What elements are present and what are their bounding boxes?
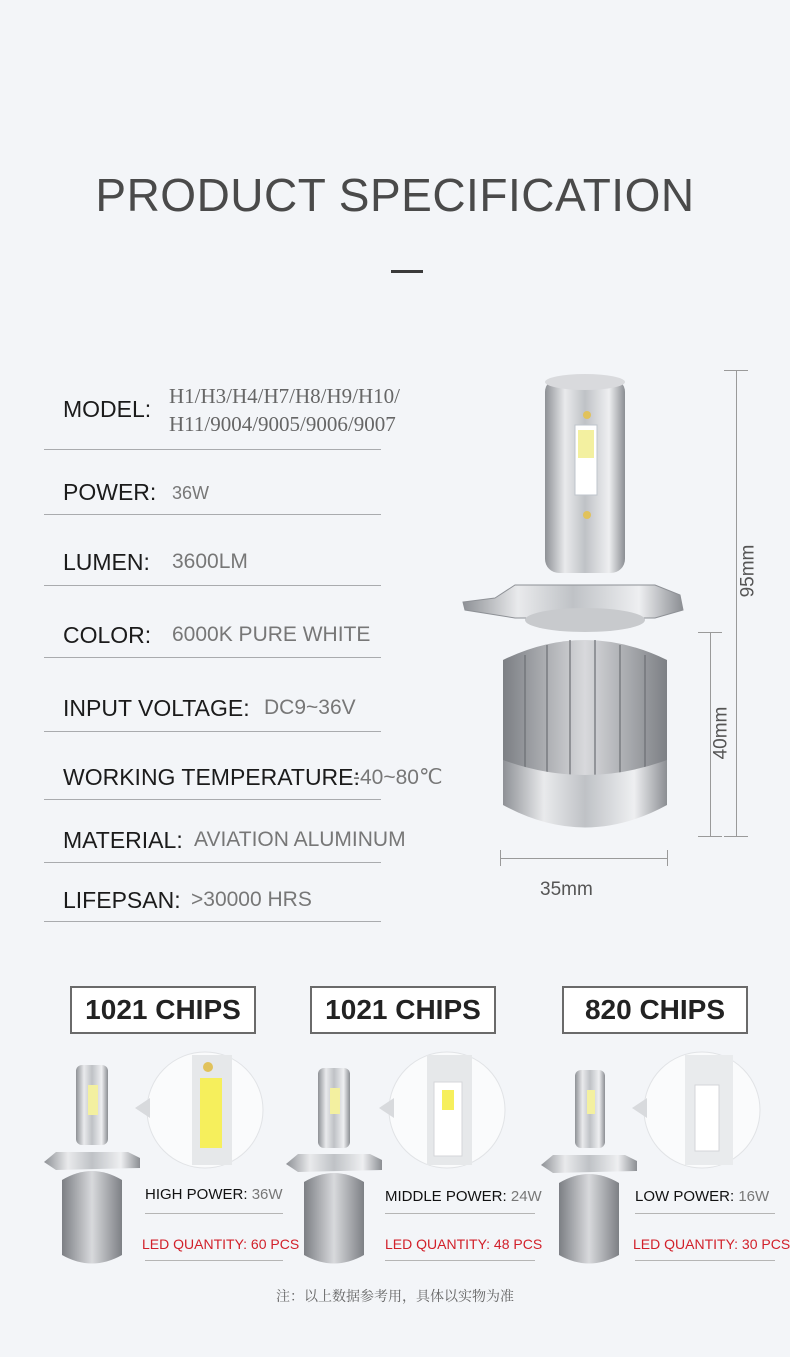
spec-value-model <box>169 382 400 438</box>
spec-label: INPUT VOLTAGE: <box>63 695 250 721</box>
dimension-label-95: 95mm <box>737 544 759 598</box>
spec-row-model <box>44 370 400 450</box>
variant-separator <box>145 1260 283 1261</box>
variant-qty-middle: LED QUANTITY: 48 PCS <box>385 1236 543 1252</box>
variant-qty-high: LED QUANTITY: 60 PCS <box>142 1236 300 1252</box>
dimension-tick <box>724 370 748 371</box>
spec-value-lumen: 3600LM <box>172 550 248 573</box>
spec-label: COLOR: <box>63 622 152 648</box>
spec-row-temperature <box>44 732 443 800</box>
dimension-line-95 <box>736 370 737 836</box>
dimension-tick <box>500 850 501 866</box>
spec-row-material <box>44 800 406 863</box>
dimension-tick <box>667 850 668 866</box>
power-value: 24W <box>510 1188 542 1205</box>
power-label: HIGH POWER: <box>145 1186 248 1203</box>
title-divider <box>391 270 423 273</box>
spec-row-lumen <box>44 515 381 586</box>
power-value: 36W <box>251 1186 283 1203</box>
spec-label: LUMEN: <box>63 549 150 575</box>
dimension-label-35: 35mm <box>540 879 593 900</box>
spec-label: POWER: <box>63 479 157 505</box>
page-title: PRODUCT SPECIFICATION <box>95 169 695 221</box>
variant-separator <box>635 1213 775 1214</box>
spec-row-power <box>44 450 381 515</box>
chip-box-low: 820 CHIPS <box>562 986 748 1034</box>
power-label: LOW POWER: <box>635 1188 735 1205</box>
main-bulb-image <box>455 370 695 850</box>
dimension-tick <box>698 836 722 837</box>
spec-value-temperature: -40~80℃ <box>353 766 443 789</box>
spec-value-material: AVIATION ALUMINUM <box>194 828 406 851</box>
dimension-tick <box>698 632 722 633</box>
dimension-label-40: 40mm <box>710 706 732 760</box>
power-label: MIDDLE POWER: <box>385 1188 507 1205</box>
chip-box-middle: 1021 CHIPS <box>310 986 496 1034</box>
spec-label: MODEL: <box>63 396 152 422</box>
model-line-1: H1/H3/H4/H7/H8/H9/H10/ <box>169 384 400 408</box>
variant-separator <box>635 1260 775 1261</box>
power-value: 16W <box>738 1188 770 1205</box>
spec-label: MATERIAL: <box>63 827 183 853</box>
disclaimer-note: 注：以上数据参考用，具体以实物为准 <box>276 1289 514 1305</box>
spec-value-voltage: DC9~36V <box>264 696 356 719</box>
variant-power-high <box>145 1186 283 1203</box>
chip-box-high: 1021 CHIPS <box>70 986 256 1034</box>
variant-power-middle <box>385 1188 542 1205</box>
variant-power-low <box>635 1188 769 1205</box>
spec-label: WORKING TEMPERATURE: <box>63 764 360 790</box>
variant-separator <box>385 1213 535 1214</box>
spec-value-color: 6000K PURE WHITE <box>172 623 371 646</box>
spec-row-color <box>44 586 381 658</box>
variant-qty-low: LED QUANTITY: 30 PCS <box>633 1236 790 1252</box>
variant-separator <box>145 1213 283 1214</box>
spec-row-lifespan <box>44 863 381 922</box>
spec-row-voltage <box>44 658 381 732</box>
dimension-tick <box>724 836 748 837</box>
model-line-2: H11/9004/9005/9006/9007 <box>169 412 396 436</box>
spec-label: LIFEPSAN: <box>63 887 181 913</box>
variant-separator <box>385 1260 535 1261</box>
spec-value-power: 36W <box>172 483 210 503</box>
spec-value-lifespan: >30000 HRS <box>191 888 312 911</box>
dimension-line-35 <box>500 858 668 859</box>
